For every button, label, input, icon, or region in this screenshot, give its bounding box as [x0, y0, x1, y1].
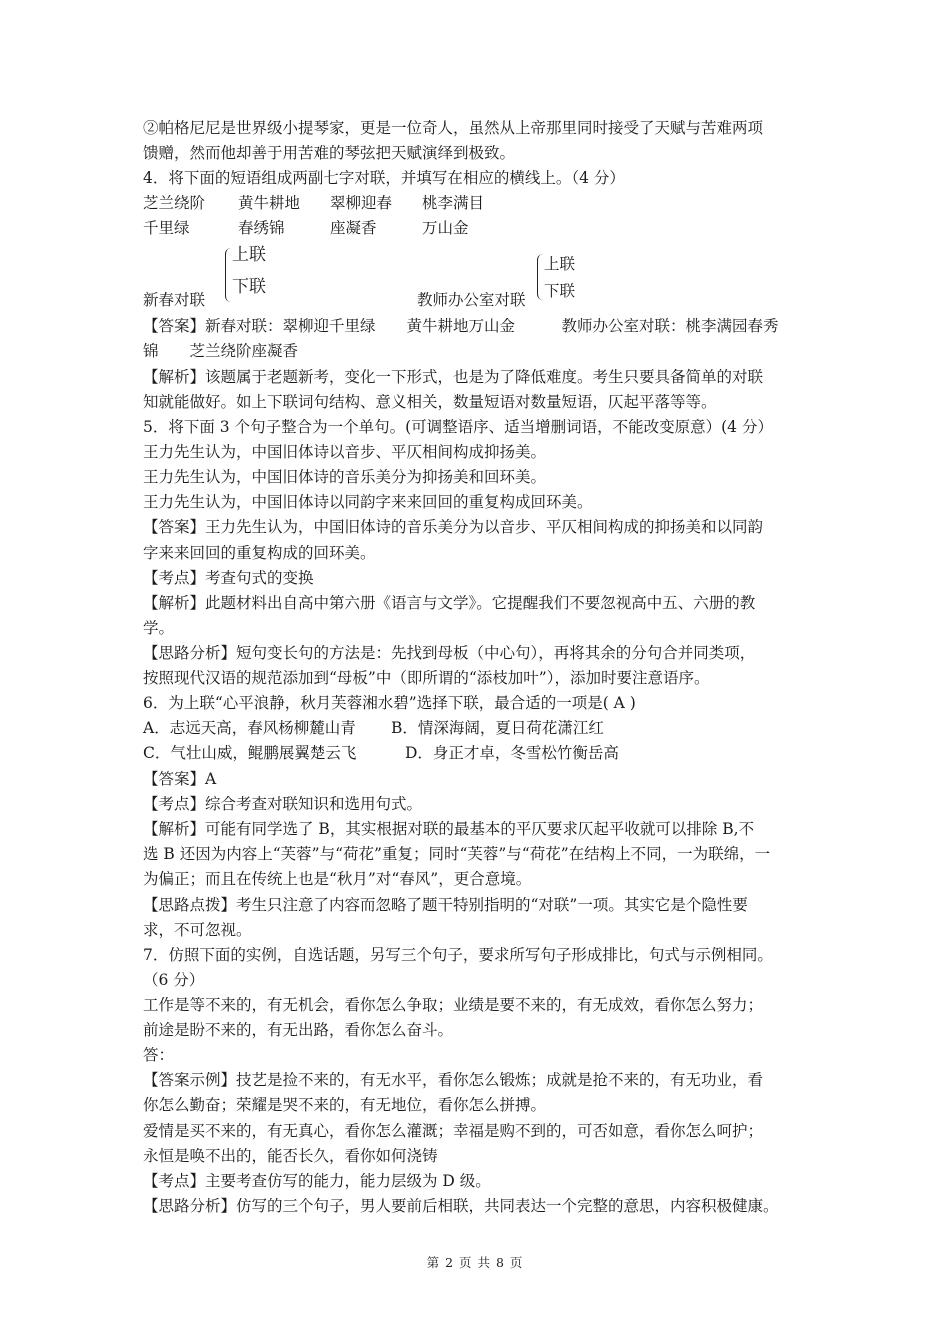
spring-couplet-label: 新春对联 [143, 291, 206, 309]
phrase: 芝兰绕阶 [143, 194, 206, 212]
text-line: 王力先生认为，中国旧体诗以同韵字来来回回的重复构成回环美。 [143, 493, 593, 511]
thinking-line: 【思路分析】短句变长句的方法是：先找到母板（中心句），再将其余的分句合并同类项， [143, 644, 756, 662]
couplet-upper-label: 上联 [232, 245, 266, 265]
answer-line: 字来来回回的重复构成的回环美。 [143, 544, 376, 562]
answer-line: 【答案】王力先生认为，中国旧体诗的音乐美分为以音步、平仄相间构成的抑扬美和以同韵 [143, 518, 764, 536]
options-row-2 [143, 743, 619, 763]
couplet-lower-label: 下联 [232, 277, 266, 297]
phrase: 千里绿 [143, 219, 190, 237]
question-line: 7．仿照下面的实例，自选话题，另写三个句子，要求所写句子形成排比，句式与示例相同。 [143, 946, 773, 964]
text-line: 答： [143, 1046, 175, 1064]
analysis-line: 【解析】可能有同学选了 B，其实根据对联的最基本的平仄要求仄起平收就可以排除 B,不 [143, 820, 755, 838]
point-line: 【考点】考查句式的变换 [143, 569, 314, 587]
option-d: D．身正才卓，冬雪松竹衡岳高 [405, 744, 619, 762]
text-line: 4．将下面的短语组成两副七字对联，并填写在相应的横线上。（4 分） [143, 169, 625, 187]
answer-line: 锦 芝兰绕阶座凝香 [143, 342, 299, 360]
question-line: 6．为上联“心平浪静，秋月芙蓉湘水碧”选择下联，最合适的一项是( A ) [143, 694, 636, 712]
hint-line: 【思路点拨】考生只注意了内容而忽略了题干特别指明的“对联”一项。其实它是个隐性要 [143, 896, 748, 914]
analysis-line: 选 B 还因为内容上“芙蓉”与“荷花”重复；同时“芙蓉”与“荷花”在结构上不同，一为联绵，一 [143, 845, 771, 863]
answer-line: 【答案】A [143, 770, 217, 788]
thinking-line: 按照现代汉语的规范添加到“母板”中（即所谓的“添枝加叶”），添加时要注意语序。 [143, 669, 710, 687]
text-line: ②帕格尼尼是世界级小提琴家，更是一位奇人，虽然从上帝那里同时接受了天赋与苦难两项 [143, 119, 764, 137]
options-row-1 [143, 718, 604, 738]
phrase: 春绣锦 [238, 219, 285, 237]
phrase: 桃李满目 [422, 194, 485, 212]
phrase-row-2 [143, 218, 469, 238]
text-line: 馈赠，然而他却善于用苦难的琴弦把天赋演绎到极致。 [143, 144, 516, 162]
option-a: A．志远天高，春风杨柳麓山青 [143, 719, 356, 737]
text-line: 工作是等不来的，有无机会，看你怎么争取；业绩是要不来的，有无成效，看你怎么努力； [143, 996, 764, 1014]
point-line: 【考点】主要考查仿写的能力，能力层级为 D 级。 [143, 1172, 491, 1190]
option-b: B．情深海阔，夏日荷花潇江红 [391, 719, 604, 737]
option-c: C．气壮山威，鲲鹏展翼楚云飞 [143, 744, 357, 762]
phrase: 黄牛耕地 [238, 194, 301, 212]
phrase: 翠柳迎春 [330, 194, 393, 212]
page-footer: 第 2 页 共 8 页 [426, 1255, 524, 1270]
answer-line: 【答案】新春对联：翠柳迎千里绿 黄牛耕地万山金 教师办公室对联：桃李满园春秀 [143, 317, 779, 335]
thinking-line: 【思路分析】仿写的三个句子，男人要前后相联，共同表达一个完整的意思，内容积极健康。 [143, 1197, 779, 1215]
couplet-upper-label: 上联 [544, 255, 576, 273]
analysis-line: 为偏正；而且在传统上也是“秋月”对“春风”，更合意境。 [143, 870, 532, 888]
answer-example-line: 你怎么勤奋；荣耀是哭不来的，有无地位，看你怎么拼搏。 [143, 1096, 547, 1114]
text-line: 永恒是唤不出的，能否长久，看你如何浇铸 [143, 1147, 438, 1165]
couplet-lower-label: 下联 [544, 282, 576, 300]
phrase: 座凝香 [330, 219, 377, 237]
text-line: 王力先生认为，中国旧体诗以音步、平仄相间构成抑扬美。 [143, 443, 547, 461]
text-line: 王力先生认为，中国旧体诗的音乐美分为抑扬美和回环美。 [143, 468, 547, 486]
answer-example-line: 【答案示例】技艺是捡不来的，有无水平，看你怎么锻炼；成就是抢不来的，有无功业，看 [143, 1071, 764, 1089]
analysis-line: 【解析】此题材料出自高中第六册《语言与文学》。它提醒我们不要忽视高中五、六册的教 [143, 594, 756, 612]
question-line: （6 分） [143, 971, 205, 989]
analysis-line: 知就能做好。如上下联词句结构、意义相关，数量短语对数量短语，仄起平落等等。 [143, 393, 717, 411]
text-line: 爱情是买不来的，有无真心，看你怎么灌溉；幸福是购不到的，可否如意，看你怎么呵护； [143, 1122, 764, 1140]
teacher-couplet-label: 教师办公室对联 [417, 291, 526, 309]
phrase: 万山金 [422, 219, 469, 237]
point-line: 【考点】综合考查对联知识和选用句式。 [143, 795, 423, 813]
question-line: 5．将下面 3 个句子整合为一个单句。(可调整语序、适当增删词语，不能改变原意）(4 分） [143, 418, 773, 436]
text-line: 前途是盼不来的，有无出路，看你怎么奋斗。 [143, 1021, 454, 1039]
hint-line: 求，不可忽视。 [143, 921, 252, 939]
analysis-line: 学。 [143, 619, 175, 637]
analysis-line: 【解析】该题属于老题新考，变化一下形式，也是为了降低难度。考生只要具备简单的对联 [143, 368, 764, 386]
phrase-row-1 [143, 193, 484, 213]
